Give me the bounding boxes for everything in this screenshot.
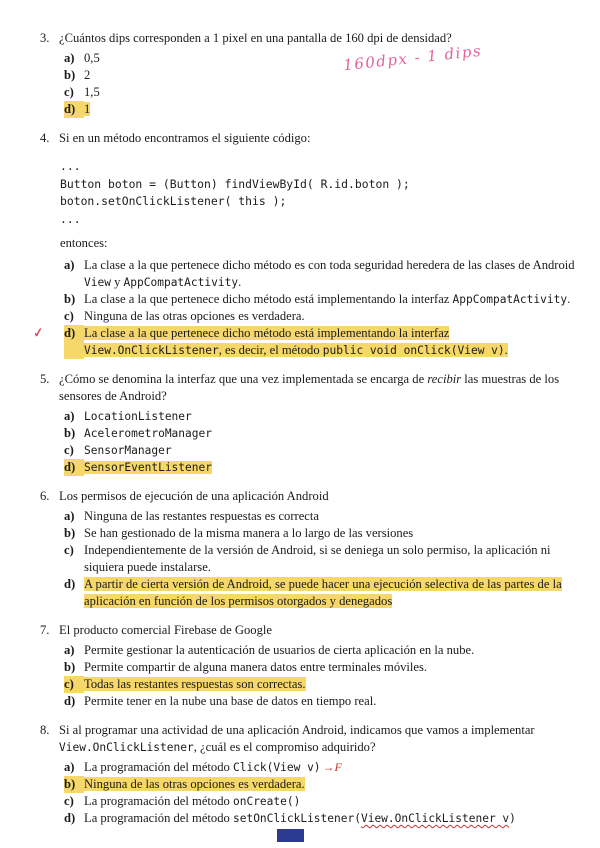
- question-text: [59, 371, 582, 405]
- highlight-mark: SensorEventListener: [84, 461, 212, 474]
- option-text-run: La clase a la que pertenece dicho método es con toda seguridad heredera de las clases de Android: [84, 258, 575, 272]
- option-letter: a): [64, 409, 75, 423]
- option-letter: b): [64, 68, 76, 82]
- question-4-options: [32, 257, 582, 359]
- option-text: [84, 425, 582, 442]
- option-6d-highlighted: [64, 576, 582, 610]
- option-text-run: Se han gestionado de la misma manera a lo largo de las versiones: [84, 526, 414, 540]
- option-letter: a): [64, 509, 75, 523]
- option-text: [84, 325, 582, 359]
- question-6-options: [40, 508, 582, 610]
- question-number: 3.: [40, 31, 50, 45]
- inline-code: AppCompatActivity: [123, 276, 239, 289]
- question-text: [59, 722, 582, 756]
- option-text: [84, 776, 582, 793]
- question-text-run: Los permisos de ejecución de una aplicación Android: [59, 489, 329, 503]
- option-text-run: La programación del método: [84, 760, 233, 774]
- question-3-options: [40, 50, 582, 118]
- question-text-run: ¿Cuántos dips corresponden a 1 pixel en una pantalla de 160 dpi de densidad?: [59, 31, 452, 45]
- option-letter-highlight-mark: b): [64, 776, 84, 793]
- option-6b: [64, 525, 582, 542]
- handwritten-false-mark: →F: [322, 760, 342, 774]
- option-text-run: , es decir, el método: [218, 343, 323, 357]
- checkmark-icon: ✓: [32, 324, 45, 341]
- question-8-options: [40, 759, 582, 827]
- option-text-run: 1,5: [84, 85, 100, 99]
- option-text: [84, 542, 582, 576]
- option-7c-highlighted: [64, 676, 582, 693]
- code-block: [60, 158, 582, 228]
- inline-code: AppCompatActivity: [452, 293, 568, 306]
- option-5a: [64, 408, 582, 425]
- question-3-head: [40, 30, 582, 47]
- question-number: 6.: [40, 489, 50, 503]
- option-text-run: 2: [84, 68, 91, 82]
- option-text: [84, 257, 582, 291]
- option-letter: a): [64, 51, 75, 65]
- option-5d-highlighted: [64, 459, 582, 476]
- option-text-run: La programación del método: [84, 794, 233, 808]
- question-3: [40, 30, 582, 118]
- option-letter-highlight-mark: d): [64, 101, 84, 118]
- question-text-run: , ¿cuál es el compromiso adquirido?: [193, 740, 376, 754]
- question-number: 7.: [40, 623, 50, 637]
- option-text-run: Permite compartir de alguna manera datos entre terminales móviles.: [84, 660, 428, 674]
- code-line: Button boton = (Button) findViewById( R.id.boton );: [60, 176, 410, 191]
- option-text: [84, 659, 582, 676]
- handwritten-note: 160dpx - 1 dips: [342, 41, 483, 75]
- inline-code: View.OnClickListener: [59, 741, 194, 754]
- question-number: 4.: [40, 131, 50, 145]
- inline-code: View.OnClickListener: [84, 344, 219, 357]
- option-letter: c): [64, 543, 74, 557]
- highlight-mark: Ninguna de las otras opciones es verdadera.: [84, 777, 305, 791]
- inline-code: public void onClick(View v): [322, 344, 505, 357]
- option-letter: d): [64, 577, 76, 591]
- option-text-run: 0,5: [84, 51, 100, 65]
- option-text-run: La clase a la que pertenece dicho método está implementando la interfaz: [84, 292, 453, 306]
- option-text-run: Permite tener en la nube una base de datos en tiempo real.: [84, 694, 377, 708]
- option-text-run: Ninguna de las restantes respuestas es correcta: [84, 509, 319, 523]
- question-7: [40, 622, 582, 710]
- option-letter-highlight-mark: d): [64, 459, 84, 476]
- option-4b: [64, 291, 582, 308]
- question-7-options: [40, 642, 582, 710]
- option-text-run: Permite gestionar la autenticación de usuarios de cierta aplicación en la nube.: [84, 643, 475, 657]
- option-letter: d): [64, 694, 76, 708]
- question-6: [40, 488, 582, 610]
- option-text: [84, 459, 582, 476]
- option-8a: [64, 759, 582, 776]
- option-text: [84, 793, 582, 810]
- option-text-run: .: [567, 292, 571, 306]
- option-text: [84, 525, 582, 542]
- question-text: [59, 488, 582, 505]
- option-letter: b): [64, 292, 76, 306]
- option-letter: b): [64, 426, 76, 440]
- question-5-options: [40, 408, 582, 476]
- option-text: [84, 642, 582, 659]
- code-line: boton.setOnClickListener( this );: [60, 194, 287, 208]
- option-letter: c): [64, 309, 74, 323]
- question-text-run: Si en un método encontramos el siguiente código:: [59, 131, 311, 145]
- inline-code: Click(View v): [232, 761, 321, 774]
- inline-code-red-underlined: View.OnClickListener v: [360, 812, 510, 825]
- inline-code: setOnClickListener(: [232, 812, 361, 825]
- highlight-mark: Todas las restantes respuestas son correctas.: [84, 677, 306, 691]
- option-text: [84, 67, 582, 84]
- option-letter: c): [64, 443, 74, 457]
- question-text: [59, 622, 582, 639]
- code-line: ...: [60, 211, 81, 226]
- option-3c: [64, 84, 582, 101]
- option-text-run: La clase a la que pertenece dicho método está implementando la interfaz: [84, 326, 450, 340]
- inline-code: LocationListener: [84, 410, 192, 423]
- question-text: [59, 30, 582, 47]
- option-letter-highlight-mark: d): [64, 325, 84, 359]
- option-4c: [64, 308, 582, 325]
- question-number: 5.: [40, 372, 50, 386]
- option-text: [84, 101, 582, 118]
- option-text-run: La programación del método: [84, 811, 233, 825]
- option-letter: a): [64, 258, 75, 272]
- option-3a: [64, 50, 582, 67]
- option-text-run: .: [504, 343, 508, 357]
- option-text: [84, 408, 582, 425]
- question-5-head: [40, 371, 582, 405]
- question-continuation: entonces:: [60, 236, 108, 250]
- question-4: [32, 130, 582, 359]
- option-text-run: .: [238, 275, 242, 289]
- option-6a: [64, 508, 582, 525]
- option-text: [84, 84, 582, 101]
- option-text: [84, 442, 582, 459]
- question-6-head: [40, 488, 582, 505]
- question-number: 8.: [40, 723, 50, 737]
- highlight-mark: [84, 326, 508, 357]
- option-7a: [64, 642, 582, 659]
- option-letter: a): [64, 643, 75, 657]
- option-3b: [64, 67, 582, 84]
- option-8c: [64, 793, 582, 810]
- option-letter: d): [64, 811, 76, 825]
- option-text-run: Independientemente de la versión de Android, si se deniega un solo permiso, la aplicación ni siquiera puede instalarse.: [84, 543, 551, 574]
- question-8-head: [40, 722, 582, 756]
- question-text-emphasis: recibir: [427, 372, 462, 386]
- question-text-run: ¿Cómo se denomina la interfaz que una vez implementada se encarga de: [59, 372, 428, 386]
- option-text: [84, 576, 582, 610]
- option-letter: c): [64, 85, 74, 99]
- option-letter: a): [64, 760, 75, 774]
- option-letter: c): [64, 794, 74, 808]
- option-7d: [64, 693, 582, 710]
- option-4a: [64, 257, 582, 291]
- option-letter-highlight-mark: c): [64, 676, 84, 693]
- question-4-head: [40, 130, 582, 147]
- inline-code: SensorManager: [84, 444, 172, 457]
- option-text-run: y: [110, 275, 124, 289]
- option-8d: [64, 810, 582, 827]
- option-6c: [64, 542, 582, 576]
- option-letter: b): [64, 660, 76, 674]
- option-5c: [64, 442, 582, 459]
- highlight-mark: 1: [84, 102, 91, 116]
- inline-code: View: [84, 276, 111, 289]
- option-4d-highlighted: [32, 324, 582, 359]
- option-8b-highlighted: [64, 776, 582, 793]
- inline-code: onCreate(): [232, 795, 301, 808]
- option-text-run: Ninguna de las otras opciones es verdadera.: [84, 309, 305, 323]
- option-text: [84, 676, 582, 693]
- option-text: [84, 308, 582, 325]
- inline-code: ): [509, 812, 516, 825]
- option-text: [84, 759, 582, 776]
- option-text: [84, 693, 582, 710]
- option-7b: [64, 659, 582, 676]
- option-3d-highlighted: [64, 101, 582, 118]
- footer-stamp: [277, 829, 304, 842]
- question-text: [59, 130, 582, 147]
- option-5b: [64, 425, 582, 442]
- question-8: [40, 722, 582, 827]
- option-text: [84, 291, 582, 308]
- option-text: [84, 50, 582, 67]
- question-7-head: [40, 622, 582, 639]
- question-text-run: Si al programar una actividad de una aplicación Android, indicamos que vamos a implementar: [59, 723, 535, 737]
- code-line: ...: [60, 159, 81, 173]
- question-5: [40, 371, 582, 476]
- option-text: [84, 810, 582, 827]
- question-text-run: El producto comercial Firebase de Google: [59, 623, 272, 637]
- highlight-mark: A partir de cierta versión de Android, se puede hacer una ejecución selectiva de las partes de la aplicación en función de los permisos otorgados y denegados: [84, 577, 562, 608]
- option-text: [84, 508, 582, 525]
- inline-code: AcelerometroManager: [84, 427, 212, 440]
- question-text-run: las muestras de los sensores de Android?: [59, 372, 560, 403]
- option-letter: b): [64, 526, 76, 540]
